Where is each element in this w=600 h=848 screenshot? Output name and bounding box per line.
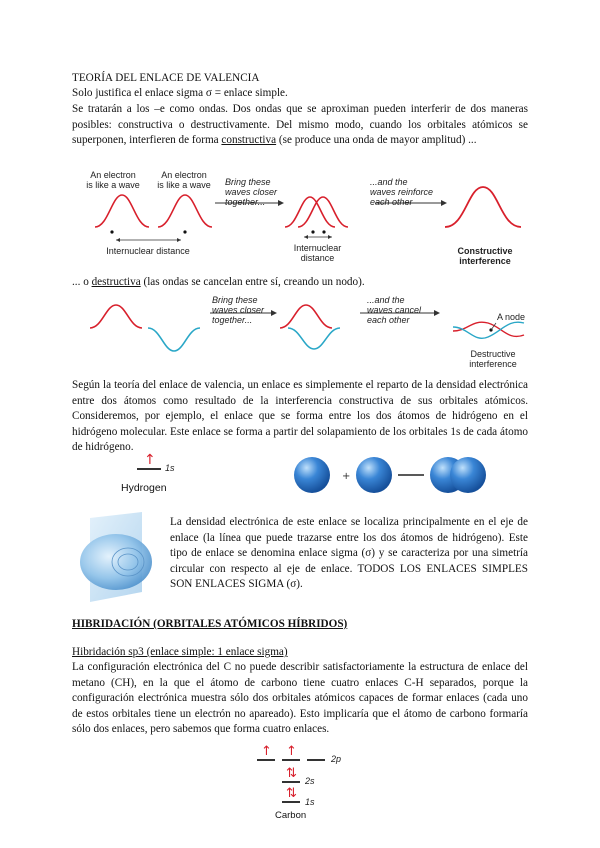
- label-electron-wave-1: An electron is like a wave: [86, 170, 140, 190]
- nucleus-dot: [183, 230, 186, 233]
- label-electron-wave-2: An electron is like a wave: [157, 170, 211, 190]
- paragraph-methane: La configuración electrónica del C no puede describir satisfactoriamente la estructura de enlace del metano (CH), en la que el átomo de carbono tiene cuatro enlaces C-H separados, porque la configuración electrónica muestra sólo dos orbitales atómicos capaces de formar enlaces (cada uno de estos orbitales tiene un electrón no apareado). Esto implicaría que el átomo de carbono formaría sólo dos enlaces, pero sabemos que forma cuatro enlaces.: [72, 661, 528, 736]
- 2p-orbital-line-3: [307, 759, 325, 761]
- sigma-bond-image: [70, 510, 165, 605]
- paragraph-destructive: ... o destructiva (las ondas se cancelan entre sí, creando un nodo).: [72, 276, 365, 288]
- label-waves-cancel: ...and the waves cancel each other: [367, 295, 422, 325]
- underlined-constructiva: constructiva: [221, 134, 277, 147]
- electron-cloud: [80, 534, 152, 590]
- label-waves-reinforce: ...and the waves reinforce each other: [370, 177, 434, 207]
- constructive-wave: [445, 187, 521, 227]
- 2p-orbital-line-1: [257, 759, 275, 761]
- orbital-line: [137, 468, 161, 470]
- section-heading-hybridization: HIBRIDACIÓN (ORBITALES ATÓMICOS HÍBRIDOS): [72, 618, 348, 630]
- label-bring-closer: Bring these waves closer together...: [225, 177, 278, 207]
- paragraph-waves: Se tratarán a los –e como ondas. Dos ondas que se aproximan pueden interferir de dos maneras posibles: constructiva o destructivamente. Del mismo modo, cuando los orbitales atómicos se superponen, interfieren de forma constructiva (se produce una onda de mayor amplitud) ...: [72, 103, 528, 147]
- carbon-orbital-diagram: [255, 742, 365, 822]
- 2p-electron-1: ↑: [261, 744, 272, 759]
- label-internuclear-distance: Internuclear distance: [106, 246, 190, 256]
- paragraph-valence-bond: Según la teoría del enlace de valencia, un enlace es simplemente el reparto de la densidad electrónica entre dos átomos como resultado de la interferencia constructiva de sus orbitales atómicos. Consideremos, por ejemplo, el enlace que se forma entre los dos átomos de hidrógeno en el hidrógeno molecular. Este enlace se forma a partir del solapamiento de los orbitales 1s de cada átomo de hidrógeno.: [72, 379, 528, 454]
- label-internuclear-distance-2: Internuclear distance: [293, 243, 342, 263]
- 1s-electron-pair: ⇅: [286, 786, 297, 801]
- label-2p: 2p: [331, 754, 342, 764]
- caption-carbon: Carbon: [275, 810, 307, 821]
- h2-sphere-2: [450, 457, 486, 493]
- destructive-interference-figure: [70, 293, 540, 373]
- wave-overlap-2: [298, 197, 348, 227]
- 2p-orbital-line-2: [282, 759, 300, 761]
- plus-sign: +: [342, 471, 351, 482]
- hydrogen-spheres: [290, 452, 510, 502]
- label-1s: 1s: [165, 463, 175, 473]
- label-destructive-interference: Destructive interference: [469, 349, 517, 369]
- underlined-destructiva: destructiva: [91, 276, 141, 288]
- blue-wave: [148, 328, 200, 351]
- electron-up-arrow: ↑: [144, 452, 156, 468]
- wave-2: [158, 195, 212, 227]
- 2p-electron-2: ↑: [286, 744, 297, 759]
- label-bring-closer-2: Bring these waves closer together...: [212, 295, 265, 325]
- 1s-orbital-line: [282, 801, 300, 803]
- wave-1: [95, 195, 149, 227]
- label-2s: 2s: [305, 776, 315, 786]
- constructive-interference-figure: [70, 165, 540, 270]
- h-atom-sphere-1: [294, 457, 330, 493]
- label-node: A node: [497, 312, 526, 322]
- hydrogen-orbital-diagram: [115, 452, 195, 502]
- nucleus-dot: [110, 230, 113, 233]
- sigma-line: Solo justifica el enlace sigma σ = enlace simple.: [72, 87, 288, 99]
- 2s-electron-pair: ⇅: [286, 766, 297, 781]
- caption-hydrogen: Hydrogen: [121, 482, 167, 494]
- blue-wave-close: [288, 328, 340, 349]
- section-heading: TEORÍA DEL ENLACE DE VALENCIA: [72, 72, 260, 84]
- label-constructive-interference: Constructive interference: [457, 246, 513, 266]
- red-wave: [90, 305, 142, 328]
- subheading-sp3: Hibridación sp3 (enlace simple: 1 enlace sigma): [72, 646, 288, 658]
- 2s-orbital-line: [282, 781, 300, 783]
- paragraph-sigma-bond: La densidad electrónica de este enlace se localiza principalmente en el eje de enlace (la línea que puede trazarse entre los dos átomos de hidrógeno). Este tipo de enlace se denomina enlace sigma (σ) y se caracteriza por una simetría circular con respecto al eje de enlace. TODOS LOS ENLACES SIMPLES SON ENLACES SIGMA (σ).: [170, 516, 528, 591]
- h-atom-sphere-2: [356, 457, 392, 493]
- label-1s-carbon: 1s: [305, 797, 315, 807]
